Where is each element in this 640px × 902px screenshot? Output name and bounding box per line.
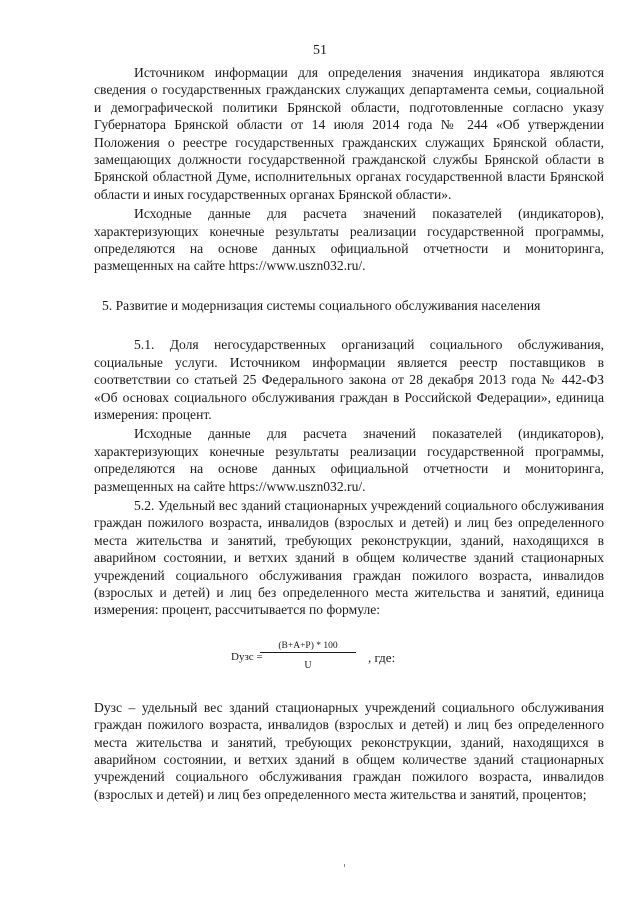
scan-mark xyxy=(344,864,345,867)
paragraph-info-source: Источником информации для определения значения индикатора являются сведения о государственных гражданских служащих департамента семьи, социальной и демографической политики Брянской области, подготовленные согласно указу Губернатора Брянской области от 14 июля 2014 года № 244 «Об утверждении Положения о реестре государственных гражданских служащих Брянской области, замещающих должности государственной гражданской службы Брянской области в Брянской областной Думе, исполнительных органах государственной власти Брянской области и иных государственных органах Брянской области». xyxy=(94,65,604,202)
page-content xyxy=(94,64,604,803)
formula-numerator: (В+А+Р) * 100 xyxy=(278,640,338,651)
paragraph-5-1: 5.1. Доля негосударственных организаций социального обслуживания, социальные услуги. Источником информации является реестр поставщиков в соответствии со статьей 25 Федерального закона от 28 декабря 2013 года № 442-ФЗ «Об основах социального обслуживания граждан в Российской Федерации», единица измерения: процент. xyxy=(94,337,604,422)
page-number: 51 xyxy=(313,43,327,58)
paragraph-source-data-2: Исходные данные для расчета значений показателей (индикаторов), характеризующих конечные результаты реализации государственной программы, определяются на основе данных официальной отчетности и мониторинга, размещенных на сайте https://www.uszn032.ru/. xyxy=(94,426,604,494)
formula-where: , где: xyxy=(368,649,396,665)
formula-lhs: Dузс = xyxy=(231,650,263,663)
section-heading: 5. Развитие и модернизация системы социального обслуживания населения xyxy=(102,297,541,313)
formula-denominator: U xyxy=(304,659,312,671)
paragraph-definition-dузс: Dузс – удельный вес зданий стационарных учреждений социального обслуживания граждан пожилого возраста, инвалидов (взрослых и детей) и лиц без определенного места жительства и занятий, требующих реконструкции, зданий, находящихся в аварийном состоянии, и ветхих зданий в общем количестве зданий стационарных учреждений социального обслуживания граждан пожилого возраста, инвалидов (взрослых и детей) и лиц без определенного места жительства и занятий, процентов; xyxy=(94,699,604,802)
paragraph-5-2: 5.2. Удельный вес зданий стационарных учреждений социального обслуживания граждан пожилого возраста, инвалидов (взрослых и детей) и лиц без определенного места жительства и занятий, требующих реконструкции, зданий, находящихся в аварийном состоянии, и ветхих зданий в общем количестве зданий стационарных учреждений социального обслуживания граждан пожилого возраста, инвалидов (взрослых и детей) и лиц без определенного места жительства и занятий, единица измерения: процент, рассчитывается по формуле: xyxy=(94,497,604,618)
formula-fraction-bar xyxy=(260,652,356,653)
paragraph-source-data-1: Исходные данные для расчета значений показателей (индикаторов), характеризующих конечные результаты реализации государственной программы, определяются на основе данных официальной отчетности и мониторинга, размещенных на сайте https://www.uszn032.ru/. xyxy=(94,206,604,274)
formula xyxy=(94,633,604,685)
